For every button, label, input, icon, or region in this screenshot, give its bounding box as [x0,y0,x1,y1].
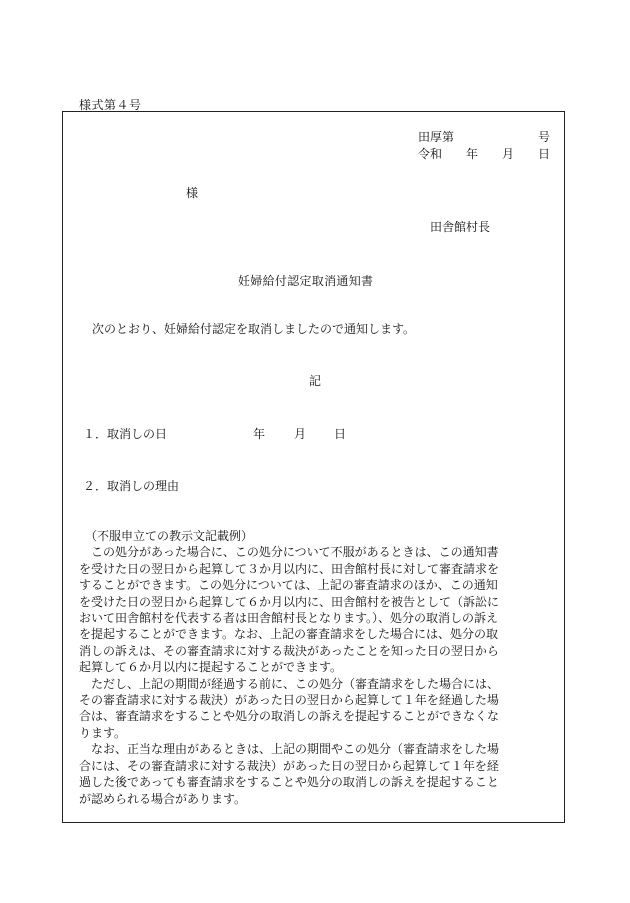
appeal-notice-line: その審査請求に対する裁決）があった日の翌日から起算して１年を経過した場 [79,693,499,708]
item-cancellation-reason-label: ２．取消しの理由 [83,479,180,493]
appeal-notice-line: ただし、上記の期間が経過する前に、この処分（審査請求をした場合には、 [79,676,500,691]
appeal-notice-line: 合は、審査請求をすることや処分の取消しの訴えを提起することができなくな [79,709,500,724]
intro-text: 次のとおり、妊婦給付認定を取消しましたので通知します。 [92,322,416,336]
addressee-honorific: 様 [186,186,199,200]
item-cancellation-date [83,425,347,442]
appeal-notice-line: なお、正当な理由があるときは、上記の期間やこの処分（審査請求をした場 [79,742,500,757]
appeal-notice-line: 過した後であっても審査請求をすることや処分の取消しの訴えを提起すること [79,775,499,790]
cancellation-month-label: 月 [294,427,307,441]
appeal-notice-line: を提起することができます。なお、上記の審査請求をした場合には、処分の取 [79,627,499,642]
appeal-notice-line: を受けた日の翌日から起算して３か月以内に、田舎館村長に対して審査請求を [79,561,500,576]
document-date-era: 令和 [418,147,443,161]
appeal-notice-line: 起算して６か月以内に提起することができます。 [79,660,343,675]
cancellation-day-label: 日 [334,427,347,441]
appeal-notice-line: 消しの訴えは、その審査請求に対する裁決があったことを知った日の翌日から [79,643,499,658]
appeal-notice-line: ります。 [79,725,127,740]
appeal-notice-line: 合には、その審査請求に対する裁決）があった日の翌日から起算して１年を経 [79,758,499,773]
document-id-block [418,129,550,163]
document-date-day: 日 [537,147,550,161]
document-number-row [418,129,550,146]
issuer-name: 田舎館村長 [430,220,491,234]
appeal-notice-line: することができます。この処分については、上記の審査請求のほか、この通知 [79,578,498,593]
document-number-suffix: 号 [537,130,550,144]
appeal-notice-line: この処分があった場合に、この処分について不服があるときは、この通知書 [79,545,499,560]
document-date-month: 月 [501,147,514,161]
appeal-notice-heading: （不服申立ての教示文記載例） [85,529,254,543]
item-cancellation-reason [83,477,179,494]
document-number-prefix: 田厚第 [418,130,455,144]
appeal-notice-line: を受けた日の翌日から起算して６か月以内に、田舎館村を被告として（訴訟に [79,594,500,609]
document-date-row [418,146,550,163]
ki-heading: 記 [309,374,322,388]
cancellation-year-label: 年 [253,427,266,441]
appeal-notice-line: おいて田舎館村を代表する者は田舎館村長となります。）、処分の取消しの訴え [79,611,499,626]
appeal-notice-line: が認められる場合があります。 [79,791,247,806]
appeal-notice [79,528,553,807]
document-date-year: 年 [465,147,478,161]
form-number: 様式第４号 [79,98,142,112]
document-title: 妊婦給付認定取消通知書 [238,274,374,288]
item-cancellation-date-label: １．取消しの日 [83,427,168,441]
